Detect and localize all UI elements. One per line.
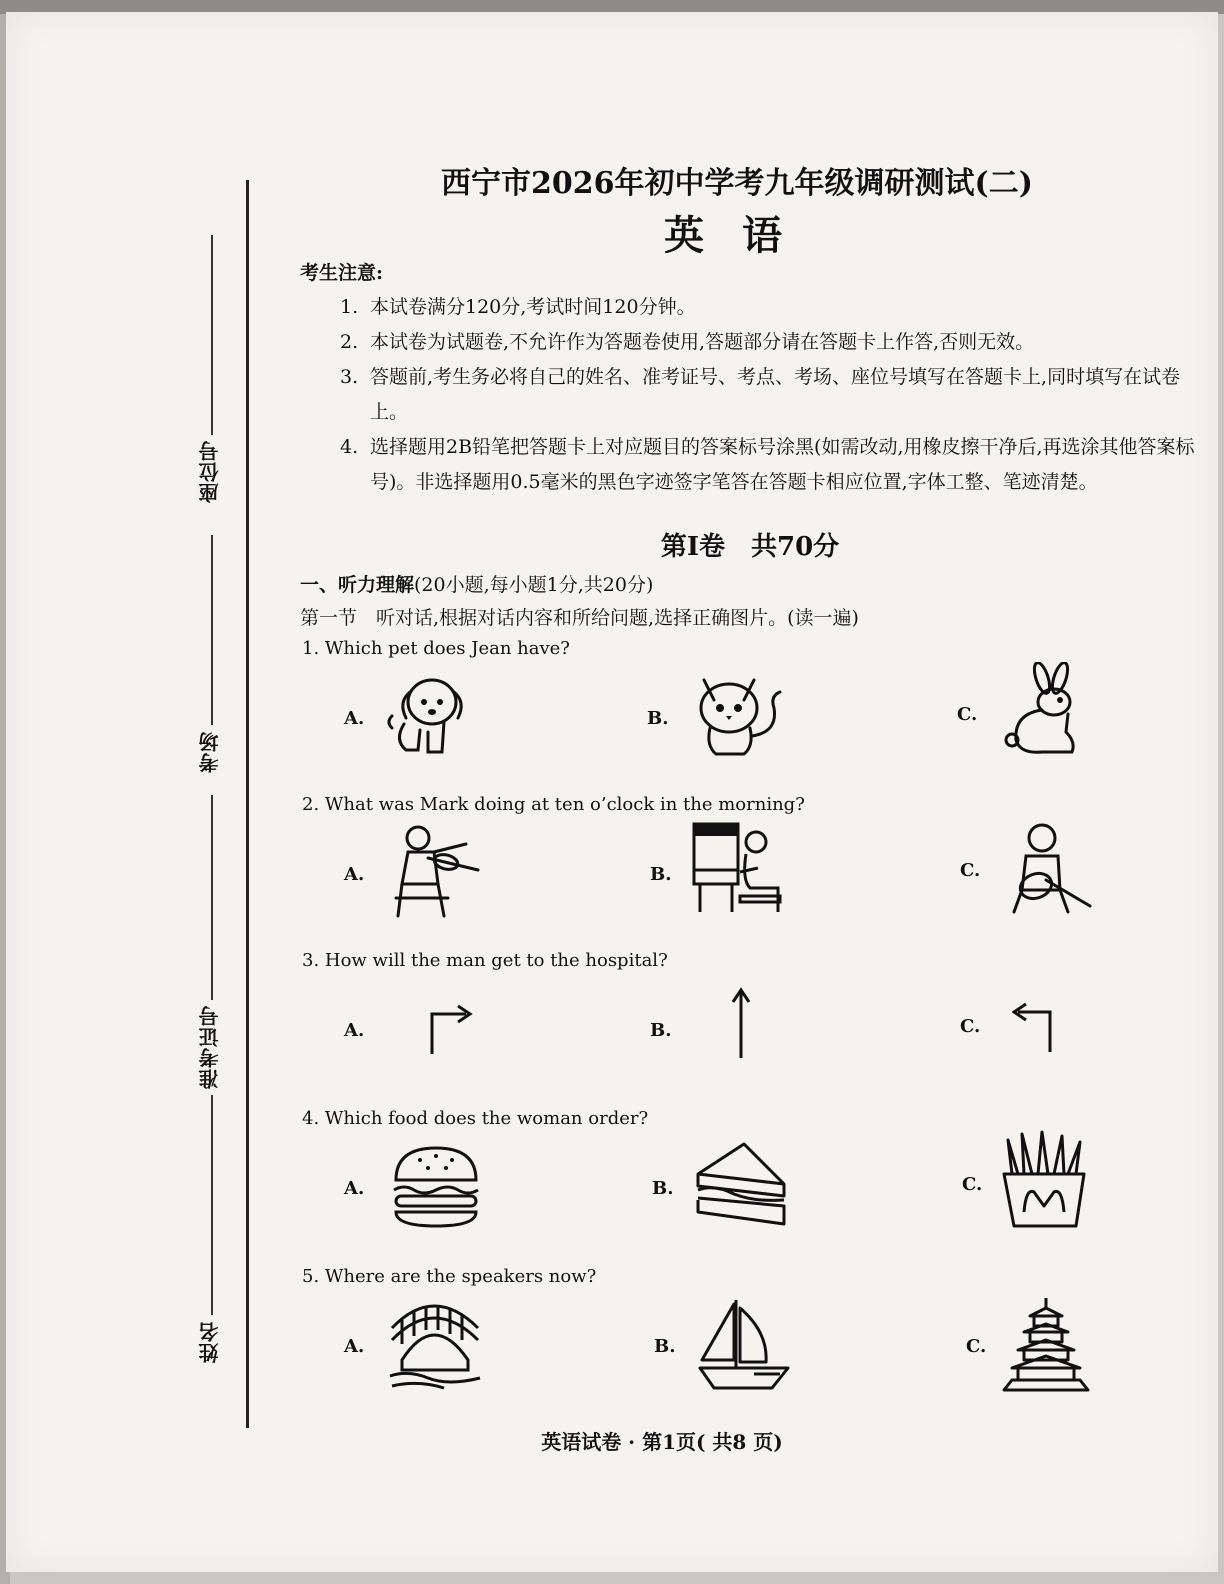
section-heading bbox=[300, 570, 653, 597]
question-text: 4. Which food does the woman order? bbox=[302, 1108, 649, 1129]
cat-icon bbox=[692, 666, 786, 758]
seat-number-label: 座位号 bbox=[198, 440, 222, 503]
sandwich-icon bbox=[694, 1140, 788, 1230]
question-5 bbox=[302, 1266, 1202, 1396]
notice-item bbox=[340, 325, 1200, 360]
exam-subject: 英语 bbox=[664, 212, 820, 259]
option-label[interactable]: A. bbox=[344, 708, 365, 729]
name-rule bbox=[211, 1095, 213, 1315]
question-text: 3. How will the man get to the hospital? bbox=[302, 950, 668, 971]
notice-text: 本试卷满分120分,考试时间120分钟。 bbox=[370, 296, 696, 318]
notice-number: 3. bbox=[340, 366, 359, 388]
bridge-icon bbox=[388, 1300, 482, 1390]
admission-number-label: 准考证号 bbox=[198, 1005, 222, 1089]
admission-number-rule bbox=[211, 795, 213, 1000]
option-label[interactable]: B. bbox=[652, 1178, 674, 1199]
notice-item bbox=[340, 290, 1200, 325]
name-label: 姓名 bbox=[198, 1321, 222, 1363]
question-3 bbox=[302, 950, 1202, 1080]
question-2 bbox=[302, 794, 1202, 924]
pagoda-icon bbox=[1000, 1296, 1092, 1392]
option-label[interactable]: C. bbox=[960, 1016, 981, 1037]
option-label[interactable]: B. bbox=[654, 1336, 676, 1357]
notice-number: 2. bbox=[340, 331, 359, 353]
option-label[interactable]: A. bbox=[344, 1178, 365, 1199]
rabbit-icon bbox=[1002, 662, 1086, 758]
question-4 bbox=[302, 1108, 1202, 1238]
option-label[interactable]: B. bbox=[650, 1020, 672, 1041]
seat-number-field[interactable] bbox=[185, 235, 235, 535]
sailboat-icon bbox=[696, 1296, 790, 1392]
violin-player-icon bbox=[388, 824, 480, 918]
question-text: 5. Where are the speakers now? bbox=[302, 1266, 597, 1287]
option-label[interactable]: A. bbox=[344, 864, 365, 885]
guitar-player-icon bbox=[1002, 820, 1094, 916]
exam-room-rule bbox=[211, 535, 213, 725]
page-footer: 英语试卷 · 第1页( 共8 页) bbox=[541, 1430, 783, 1454]
notice-number: 4. bbox=[340, 436, 359, 458]
option-label[interactable]: C. bbox=[966, 1336, 987, 1357]
question-text: 1. Which pet does Jean have? bbox=[302, 638, 570, 659]
admission-number-field[interactable] bbox=[185, 795, 235, 1095]
option-label[interactable]: B. bbox=[650, 864, 672, 885]
option-label[interactable]: C. bbox=[962, 1174, 983, 1195]
turn-right-arrow-icon bbox=[426, 1000, 474, 1056]
section-note: (20小题,每小题1分,共20分) bbox=[414, 574, 654, 596]
notice-heading: 考生注意: bbox=[300, 262, 384, 284]
notice-number: 1. bbox=[340, 296, 359, 318]
hamburger-icon bbox=[390, 1144, 482, 1230]
straight-arrow-icon bbox=[730, 986, 752, 1060]
exam-room-label: 考场 bbox=[198, 731, 222, 773]
subsection-instruction: 第一节 听对话,根据对话内容和所给问题,选择正确图片。(读一遍) bbox=[300, 607, 859, 629]
notice-text: 本试卷为试题卷,不允许作为答题卷使用,答题部分请在答题卡上作答,否则无效。 bbox=[370, 331, 1035, 353]
exam-room-field[interactable] bbox=[185, 535, 235, 795]
turn-left-arrow-icon bbox=[1012, 998, 1056, 1054]
option-label[interactable]: C. bbox=[960, 860, 981, 881]
binding-line bbox=[246, 180, 249, 1428]
question-text: 2. What was Mark doing at ten o’clock in the morning? bbox=[302, 794, 805, 815]
part-title: 第Ⅰ卷 共70分 bbox=[660, 532, 840, 562]
notice-text: 选择题用2B铅笔把答题卡上对应题目的答案标号涂黑(如需改动,用橡皮擦干净后,再选涂其他答案标号)。非选择题用0.5毫米的黑色字迹签字笔答在答题卡相应位置,字体工整、笔迹清楚。 bbox=[370, 436, 1195, 493]
section-title: 一、听力理解 bbox=[300, 574, 415, 596]
seat-number-rule bbox=[211, 235, 213, 435]
question-1 bbox=[302, 638, 1202, 768]
notice-text: 答题前,考生务必将自己的姓名、准考证号、考点、考场、座位号填写在答题卡上,同时填写在试卷上。 bbox=[370, 366, 1181, 423]
notice-item bbox=[340, 430, 1200, 500]
exam-title: 西宁市2026年初中学考九年级调研测试(二) bbox=[441, 166, 1033, 201]
option-label[interactable]: A. bbox=[344, 1020, 365, 1041]
option-label[interactable]: B. bbox=[647, 708, 669, 729]
dog-icon bbox=[384, 672, 476, 758]
option-label[interactable]: A. bbox=[344, 1336, 365, 1357]
fries-icon bbox=[998, 1130, 1090, 1230]
option-label[interactable]: C. bbox=[957, 704, 978, 725]
piano-player-icon bbox=[692, 820, 788, 916]
notice-list bbox=[340, 290, 1200, 500]
name-field[interactable] bbox=[185, 1095, 235, 1375]
notice-item bbox=[340, 360, 1200, 430]
